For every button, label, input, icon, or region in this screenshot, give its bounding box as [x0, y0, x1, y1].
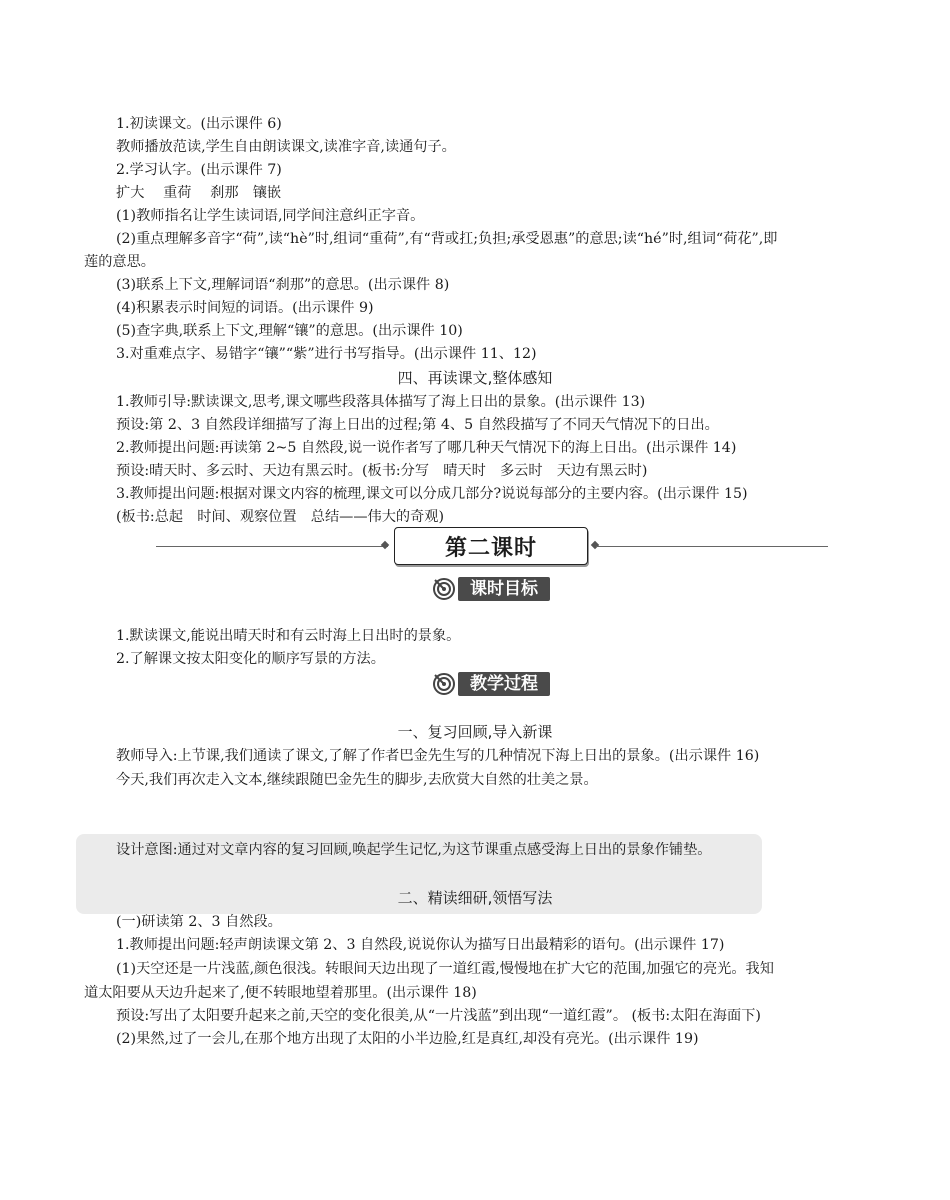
goal-line: 2.了解课文按太阳变化的顺序写景的方法。	[116, 651, 385, 667]
text-line: 预设:写出了太阳要升起来之前,天空的变化很美,从“一片浅蓝”到出现“一道红霞”。 (板书:太阳在海面下)	[116, 1008, 761, 1024]
text-line: 2.学习认字。(出示课件 7)	[116, 162, 282, 178]
divider-diamond	[381, 541, 389, 549]
text-line: 3.教师提出问题:根据对课文内容的梳理,课文可以分成几部分?说说每部分的主要内容。(出示课件 15)	[116, 486, 748, 502]
design-intent-text: 设计意图:通过对文章内容的复习回顾,唤起学生记忆,为这节课重点感受海上日出的景象作铺垫。	[116, 842, 712, 858]
text-line: 1.教师引导:默读课文,思考,课文哪些段落具体描写了海上日出的景象。(出示课件 13)	[116, 394, 646, 410]
text-line: (1)教师指名让学生读词语,同学间注意纠正字音。	[116, 208, 425, 224]
text-line: 预设:第 2、3 自然段详细描写了海上日出的过程;第 4、5 自然段描写了不同天气情况下的日出。	[116, 417, 719, 433]
text-line: 2.教师提出问题:再读第 2~5 自然段,说一说作者写了哪几种天气情况下的海上日出。(出示课件 14)	[116, 440, 737, 456]
text-line: (4)积累表示时间短的词语。(出示课件 9)	[116, 300, 374, 316]
target-icon	[432, 671, 456, 695]
target-icon	[432, 576, 456, 600]
divider	[596, 546, 828, 547]
section-heading: 二、精读细研,领悟写法	[397, 889, 553, 907]
text-line: 预设:晴天时、多云时、天边有黑云时。(板书:分写 晴天时 多云时 天边有黑云时)	[116, 463, 648, 479]
text-line: 教师播放范读,学生自由朗读课文,读准字音,读通句子。	[116, 139, 456, 155]
badge-label: 教学过程	[458, 672, 550, 696]
text-line: (3)联系上下文,理解词语“刹那”的意思。(出示课件 8)	[116, 277, 450, 293]
section-heading: 一、复习回顾,导入新课	[397, 723, 553, 741]
section-title: 第二课时	[394, 527, 588, 565]
badge-lesson-goals	[432, 575, 550, 603]
text-line: (5)查字典,联系上下文,理解“镶”的意思。(出示课件 10)	[116, 323, 463, 339]
text-line: 3.对重难点字、易错字“镶”“紫”进行书写指导。(出示课件 11、12)	[116, 346, 537, 362]
badge-teaching-process	[432, 670, 550, 698]
text-line: 教师导入:上节课,我们通读了课文,了解了作者巴金先生写的几种情况下海上日出的景象。(出示课件 16)	[116, 748, 760, 764]
text-line: (2)果然,过了一会儿,在那个地方出现了太阳的小半边脸,红是真红,却没有亮光。(出示课件 19)	[116, 1031, 699, 1047]
text-line: 道太阳要从天边升起来了,便不转眼地望着那里。(出示课件 18)	[84, 985, 477, 1001]
divider	[156, 546, 388, 547]
text-line: (一)研读第 2、3 自然段。	[116, 914, 282, 930]
text-line: 今天,我们再次走入文本,继续跟随巴金先生的脚步,去欣赏大自然的壮美之景。	[116, 772, 598, 788]
text-line: 1.初读课文。(出示课件 6)	[116, 116, 282, 132]
text-line: 1.教师提出问题:轻声朗读课文第 2、3 自然段,说说你认为描写日出最精彩的语句。(出示课件 17)	[116, 937, 725, 953]
badge-label: 课时目标	[458, 577, 550, 601]
text-line: (1)天空还是一片浅蓝,颜色很浅。转眼间天边出现了一道红霞,慢慢地在扩大它的范围,加强它的亮光。我知	[116, 961, 774, 977]
vocab-line: 扩大 重荷 刹那 镶嵌	[116, 185, 282, 201]
text-line: 莲的意思。	[84, 254, 155, 270]
goal-line: 1.默读课文,能说出晴天时和有云时海上日出时的景象。	[116, 628, 461, 644]
divider-diamond	[591, 541, 599, 549]
text-line: (板书:总起 时间、观察位置 总结——伟大的奇观)	[116, 509, 444, 525]
section-title-banner	[150, 527, 830, 567]
text-line: (2)重点理解多音字“荷”,读“hè”时,组词“重荷”,有“背或扛;负担;承受恩惠”的意思;读“hé”时,组词“荷花”,即	[116, 231, 778, 247]
section-heading: 四、再读课文,整体感知	[397, 369, 553, 387]
